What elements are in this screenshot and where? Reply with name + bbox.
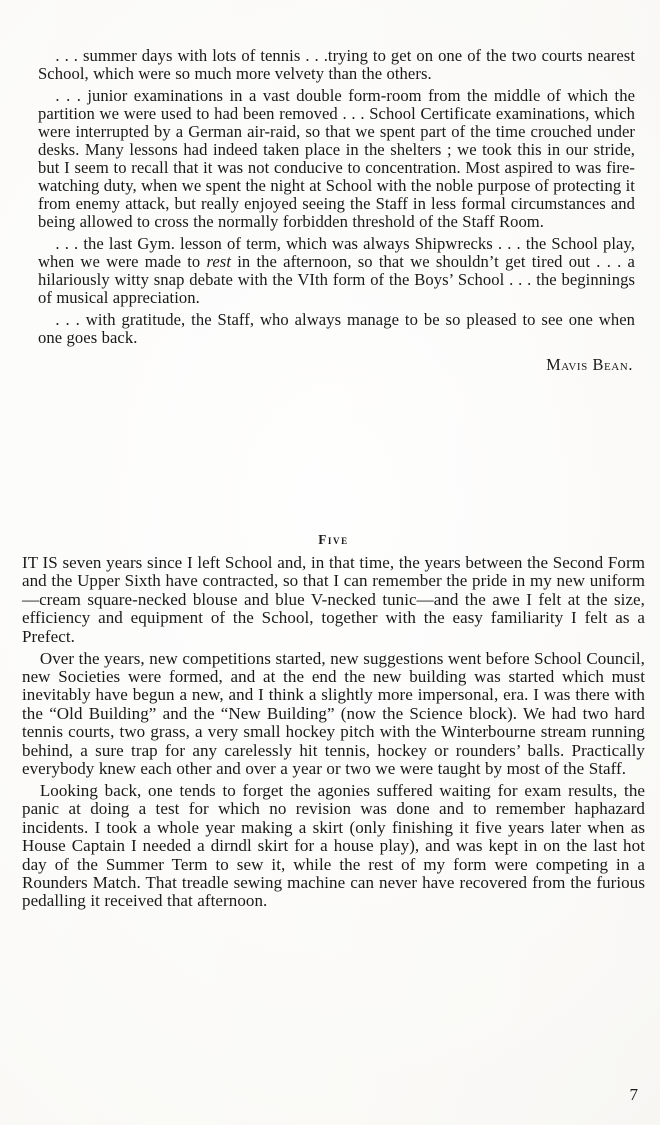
paragraph-over-the-years: Over the years, new competitions started, new suggestions went before School Council, new Societies were formed, and at the end the new building was started which must inevitably have begun a new, and I think a slightly more impersonal, era. I was there with the “Old Building” and the “New Building” (now the Science block). We had two hard tennis courts, two grass, a very small hockey pitch with the Winterbourne stream running behind, a sure trap for any carelessly hit tennis, hockey or rounders’ balls. Practically everybody knew each other and over a year or two we were taught by most of the Staff. <box>22 648 645 778</box>
paragraph-last-gym-lesson <box>38 235 635 307</box>
section-one-memories <box>38 47 635 374</box>
page-number: 7 <box>629 1085 638 1104</box>
paragraph-junior-examinations: . . . junior examinations in a vast double form-room from the middle of which the partition we were used to had been removed . . . School Certificate examinations, which were interrupted by a German air-raid, so that we spent part of the time crouched under desks. Many lessons had indeed taken place in the shelters ; we took this in our stride, but I seem to recall that it was not conducive to concentration. Most aspired to was fire-watching duty, when we spent the night at School with the noble purpose of protecting it from enemy attack, but really enjoyed seeing the Staff in less formal circumstances and being allowed to cross the normally forbidden threshold of the Staff Room. <box>38 85 635 232</box>
paragraph-with-gratitude: . . . with gratitude, the Staff, who always manage to be so pleased to see one when one goes back. <box>38 309 635 347</box>
paragraph-it-is-seven-years: IT IS seven years since I left School and, in that time, the years between the Second Form and the Upper Sixth have contracted, so that I can remember the pride in my new uniform—cream square-necked blouse and blue V-necked tunic—and the awe I felt at the size, efficiency and equipment of the School, together with the easy familiarity I felt as a Prefect. <box>22 553 645 646</box>
paragraph-looking-back: Looking back, one tends to forget the agonies suffered waiting for exam results, the panic at doing a test for which no revision was done and to remember haphazard incidents. I took a whole year making a skirt (only finishing it five years later when as House Captain I needed a dirndl skirt for a house play), and was kept in on the last hot day of the Summer Term to sew it, while the rest of my form were competing in a Rounders Match. That treadle sewing machine can never have recovered from the furious pedalling it received that afternoon. <box>22 780 645 911</box>
section-heading-five: Five <box>318 532 349 547</box>
section-two-five <box>22 532 645 911</box>
paragraph-summer-days: . . . summer days with lots of tennis . . .trying to get on one of the two courts nearest School, which were so much more velvety than the others. <box>38 46 635 84</box>
paragraph-last-gym-part-b: in the afternoon, so that we shouldn’t get tired out . . . a hilariously witty snap debate with the VIth form of the Boys’ School . . . the beginnings of musical appreciation. <box>38 252 635 308</box>
emphasis-rest: rest <box>206 252 232 272</box>
author-signature: Mavis Bean. <box>546 355 633 374</box>
paragraph-last-gym-part-a: . . . the last Gym. lesson of term, which was always Shipwrecks . . . the School play, when we were made to <box>38 233 635 272</box>
